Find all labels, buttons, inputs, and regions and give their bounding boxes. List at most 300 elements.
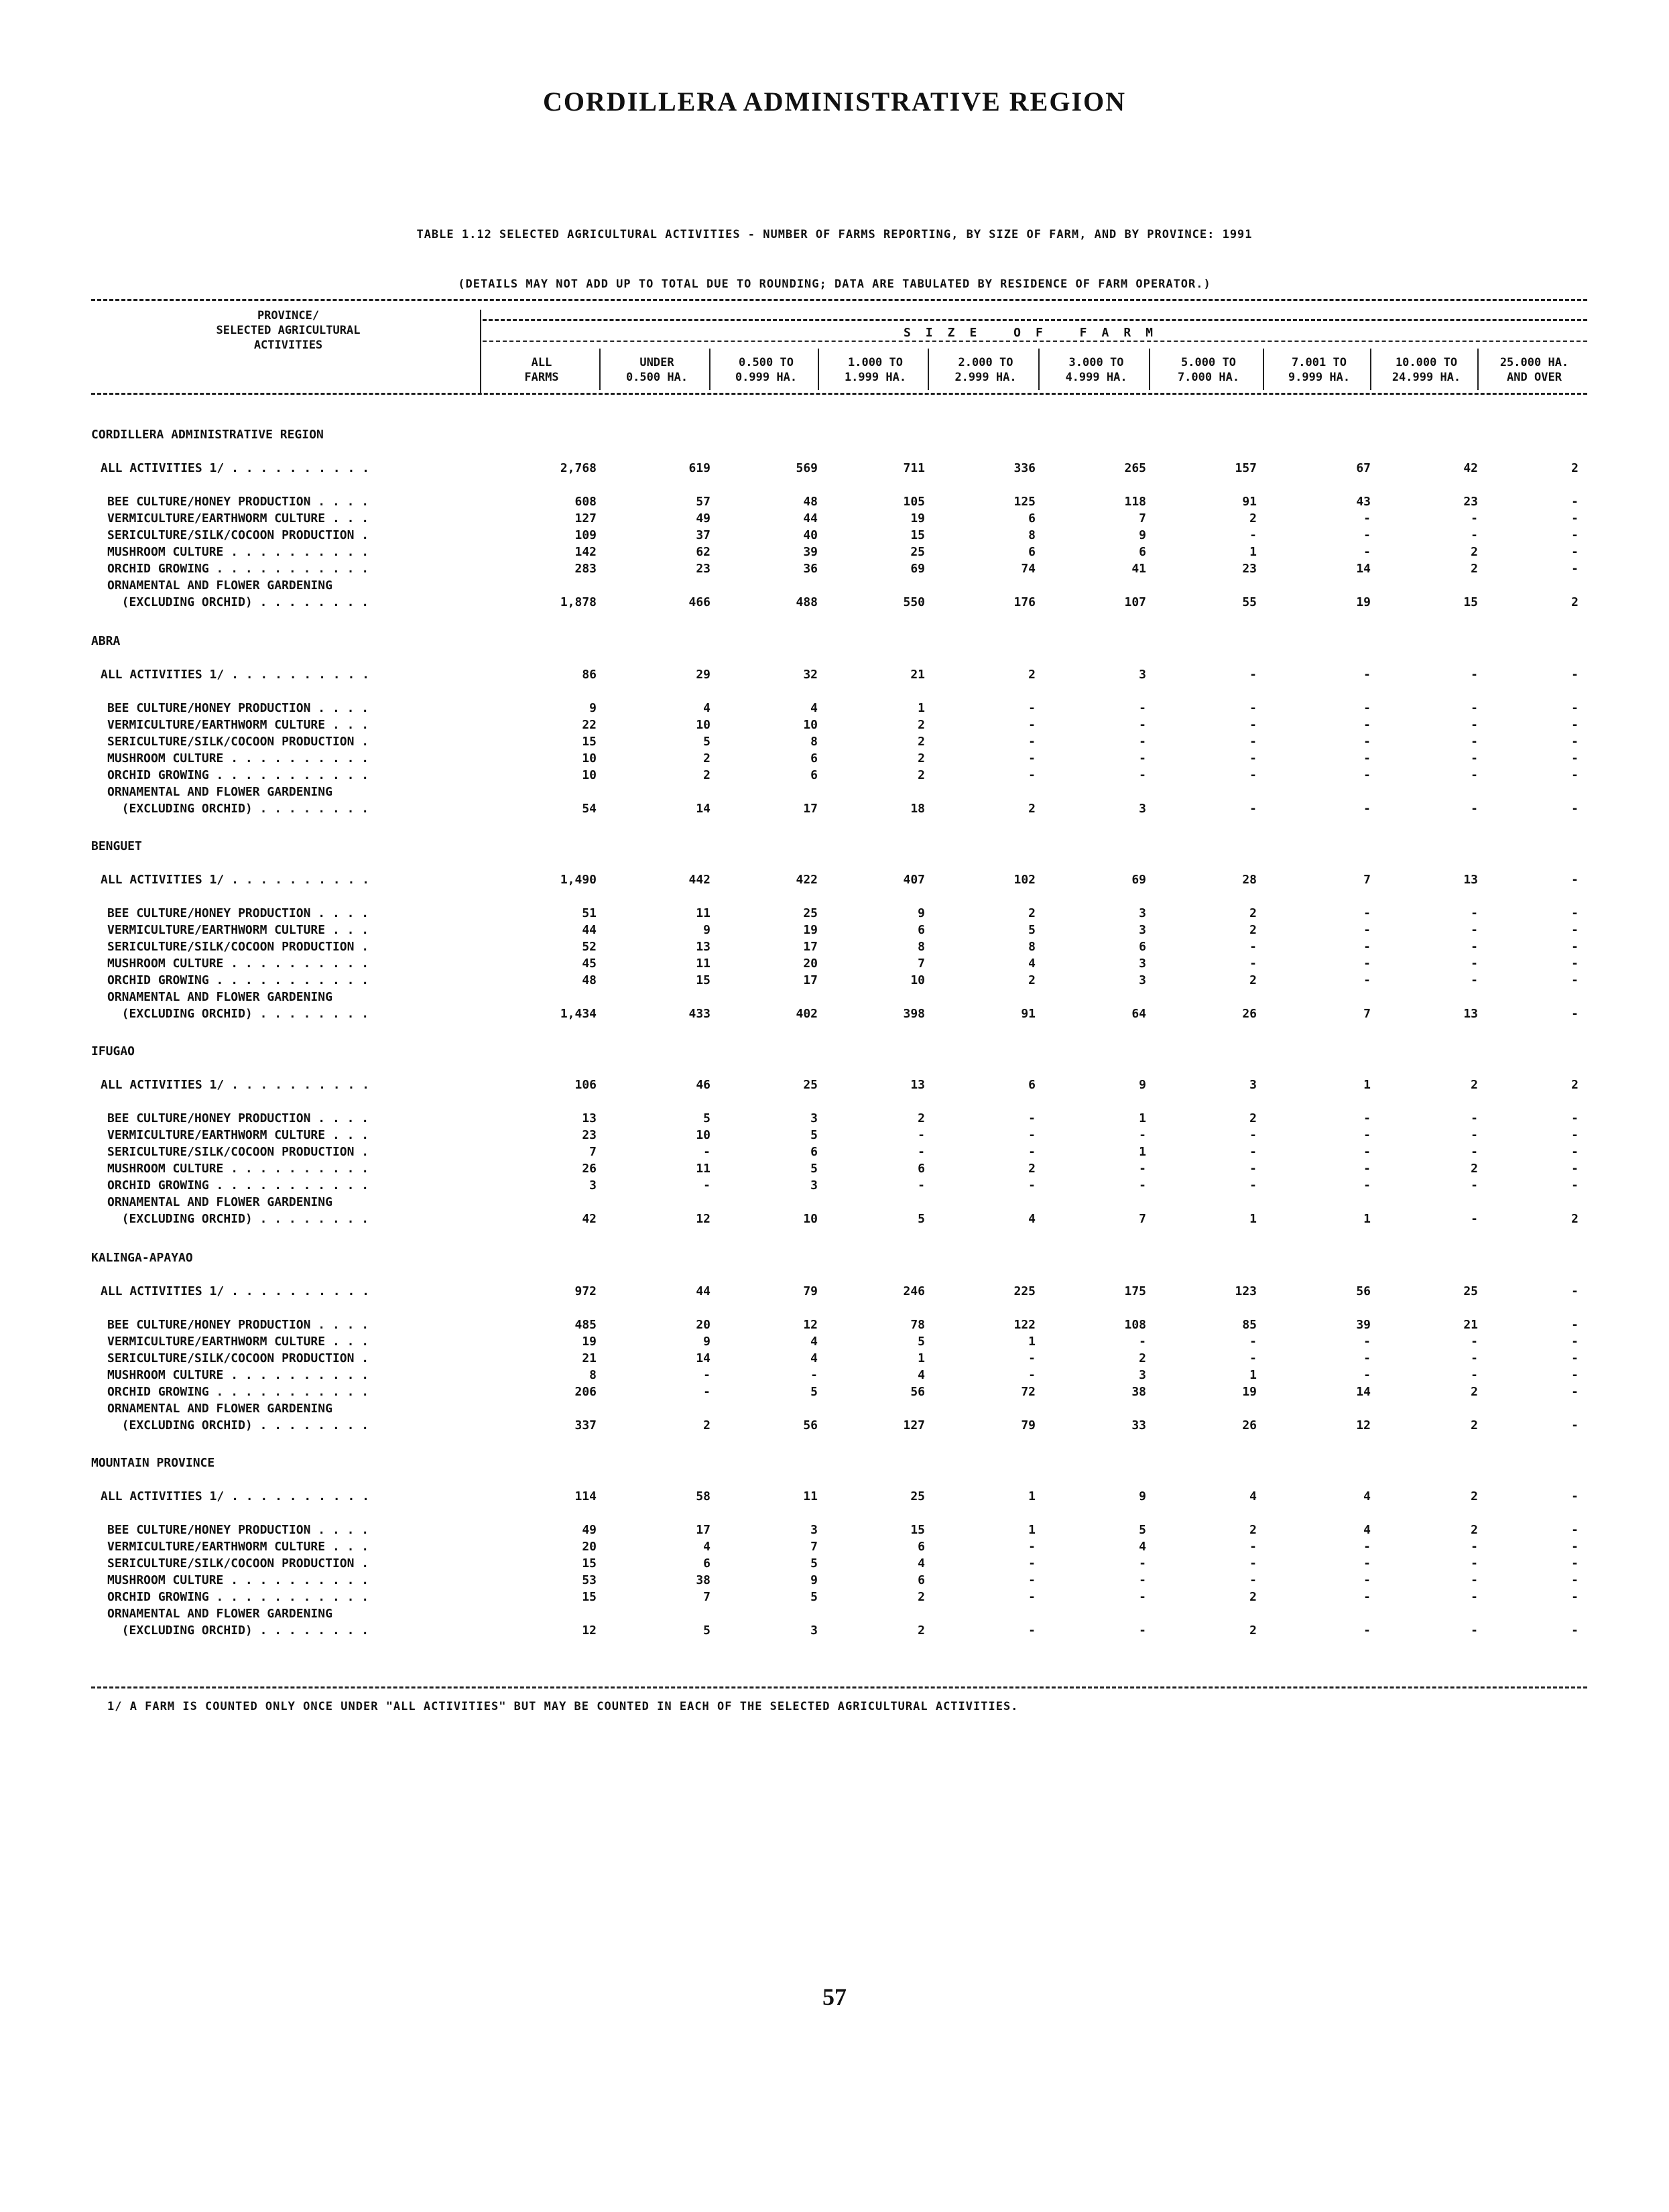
- table-row: [0, 1128, 1669, 1144]
- table-cell: 2: [1471, 1418, 1478, 1432]
- table-cell: 246: [903, 1284, 925, 1298]
- row-label: SERICULTURE/SILK/COCOON PRODUCTION .: [107, 528, 369, 542]
- table-cell: 2: [1028, 802, 1036, 816]
- row-label: BEE CULTURE/HONEY PRODUCTION . . . .: [107, 701, 369, 715]
- column-header-line: 3.000 TO: [1068, 356, 1124, 369]
- row-label: MUSHROOM CULTURE . . . . . . . . . .: [107, 1573, 369, 1587]
- table-cell: -: [1139, 718, 1146, 732]
- table-cell: -: [1471, 973, 1478, 987]
- table-cell: 57: [696, 495, 710, 509]
- table-cell: 2: [1571, 1078, 1579, 1092]
- table-cell: 2: [1571, 1212, 1579, 1226]
- table-cell: 2: [1028, 973, 1036, 987]
- table-cell: 54: [582, 802, 597, 816]
- table-cell: -: [1571, 802, 1579, 816]
- table-cell: 3: [1139, 973, 1146, 987]
- table-cell: 12: [582, 1623, 597, 1638]
- table-row: [0, 785, 1669, 801]
- table-cell: -: [1139, 1162, 1146, 1176]
- table-cell: 422: [796, 873, 818, 887]
- page-number: 57: [822, 1983, 847, 2010]
- table-cell: -: [1471, 701, 1478, 715]
- table-cell: -: [1139, 735, 1146, 749]
- table-row: [0, 1178, 1669, 1194]
- table-cell: -: [1571, 940, 1579, 954]
- row-label: SERICULTURE/SILK/COCOON PRODUCTION .: [107, 735, 369, 749]
- table-cell: -: [1571, 1162, 1579, 1176]
- table-row: [0, 751, 1669, 767]
- table-cell: -: [1571, 545, 1579, 559]
- row-label: MUSHROOM CULTURE . . . . . . . . . .: [107, 1368, 369, 1382]
- table-cell: 1: [1028, 1489, 1036, 1503]
- row-label: MUSHROOM CULTURE . . . . . . . . . .: [107, 751, 369, 765]
- table-cell: 7: [703, 1590, 710, 1604]
- table-cell: -: [1363, 957, 1371, 971]
- table-cell: 11: [803, 1489, 818, 1503]
- table-cell: -: [1363, 940, 1371, 954]
- table-cell: 78: [910, 1318, 925, 1332]
- table-row: [0, 545, 1669, 561]
- table-cell: 265: [1124, 461, 1146, 475]
- table-cell: -: [1363, 511, 1371, 526]
- section-heading: [0, 634, 1669, 650]
- table-cell: 86: [582, 668, 597, 682]
- table-row: [0, 1418, 1669, 1434]
- table-cell: -: [810, 1368, 818, 1382]
- table-cell: -: [1571, 1523, 1579, 1537]
- table-cell: 2,768: [560, 461, 597, 475]
- table-cell: 11: [696, 906, 710, 920]
- table-cell: -: [1363, 906, 1371, 920]
- table-cell: 3: [810, 1523, 818, 1537]
- table-cell: -: [1249, 802, 1257, 816]
- table-cell: -: [1571, 923, 1579, 937]
- table-note: (DETAILS MAY NOT ADD UP TO TOTAL DUE TO ROUNDING; DATA ARE TABULATED BY RESIDENCE OF FARM OPERATOR.): [458, 278, 1211, 291]
- table-cell: 225: [1013, 1284, 1036, 1298]
- row-label: VERMICULTURE/EARTHWORM CULTURE . . .: [107, 1540, 369, 1554]
- stub-header-line: PROVINCE/: [257, 309, 320, 322]
- table-cell: -: [1363, 1540, 1371, 1554]
- table-cell: -: [1363, 1128, 1371, 1142]
- table-cell: -: [1471, 1111, 1478, 1125]
- table-row: [0, 1007, 1669, 1023]
- stub-header-line: SELECTED AGRICULTURAL: [216, 324, 361, 337]
- column-header-line: ALL: [531, 356, 552, 369]
- table-cell: 8: [589, 1368, 597, 1382]
- row-label: ORCHID GROWING . . . . . . . . . . .: [107, 768, 369, 782]
- table-cell: 5: [810, 1385, 818, 1399]
- table-cell: -: [1363, 1556, 1371, 1571]
- table-cell: -: [1571, 1573, 1579, 1587]
- table-cell: -: [1571, 751, 1579, 765]
- table-cell: -: [1571, 873, 1579, 887]
- table-cell: 55: [1242, 595, 1257, 609]
- table-row: [0, 1402, 1669, 1418]
- table-cell: 4: [810, 1335, 818, 1349]
- row-label: ORNAMENTAL AND FLOWER GARDENING: [107, 1402, 332, 1416]
- table-cell: 10: [696, 1128, 710, 1142]
- table-cell: 14: [696, 802, 710, 816]
- table-row: [0, 1368, 1669, 1384]
- table-cell: -: [1571, 1284, 1579, 1298]
- table-cell: -: [1471, 511, 1478, 526]
- table-cell: 6: [703, 1556, 710, 1571]
- table-cell: 433: [688, 1007, 710, 1021]
- table-cell: 9: [1139, 528, 1146, 542]
- table-cell: 48: [582, 973, 597, 987]
- column-header-line: 0.999 HA.: [735, 371, 798, 384]
- table-cell: 49: [696, 511, 710, 526]
- table-cell: -: [1028, 768, 1036, 782]
- table-cell: 337: [574, 1418, 597, 1432]
- table-cell: 2: [1249, 1111, 1257, 1125]
- table-row: [0, 562, 1669, 578]
- table-row: [0, 802, 1669, 818]
- table-cell: 67: [1356, 461, 1371, 475]
- table-cell: 7: [810, 1540, 818, 1554]
- table-cell: -: [1249, 1128, 1257, 1142]
- table-cell: 5: [810, 1590, 818, 1604]
- table-cell: 20: [696, 1318, 710, 1332]
- section-heading: [0, 839, 1669, 855]
- table-cell: -: [1028, 1351, 1036, 1365]
- table-cell: -: [1363, 973, 1371, 987]
- table-cell: 42: [1463, 461, 1478, 475]
- table-cell: 157: [1235, 461, 1257, 475]
- table-cell: 15: [582, 735, 597, 749]
- table-cell: -: [1571, 562, 1579, 576]
- table-cell: -: [1363, 1573, 1371, 1587]
- row-label: ORCHID GROWING . . . . . . . . . . .: [107, 1590, 369, 1604]
- column-header-line: 9.999 HA.: [1288, 371, 1351, 384]
- table-row: [0, 1318, 1669, 1334]
- row-label: ORNAMENTAL AND FLOWER GARDENING: [107, 990, 332, 1004]
- table-cell: -: [1249, 701, 1257, 715]
- table-cell: 17: [803, 802, 818, 816]
- table-cell: 6: [1028, 511, 1036, 526]
- table-cell: 4: [1028, 957, 1036, 971]
- table-cell: -: [1028, 751, 1036, 765]
- table-cell: 2: [1471, 562, 1478, 576]
- table-cell: 466: [688, 595, 710, 609]
- table-cell: 8: [810, 735, 818, 749]
- table-cell: 488: [796, 595, 818, 609]
- row-label: (EXCLUDING ORCHID) . . . . . . . .: [107, 1418, 369, 1432]
- table-cell: 114: [574, 1489, 597, 1503]
- table-cell: -: [1139, 1178, 1146, 1192]
- row-label: BEE CULTURE/HONEY PRODUCTION . . . .: [107, 1523, 369, 1537]
- table-cell: 3: [810, 1178, 818, 1192]
- table-cell: -: [1471, 1590, 1478, 1604]
- table-row: [0, 1523, 1669, 1539]
- table-cell: 125: [1013, 495, 1036, 509]
- column-header-line: FARMS: [524, 371, 559, 384]
- table-cell: 15: [1463, 595, 1478, 609]
- table-cell: 127: [574, 511, 597, 526]
- table-cell: -: [1571, 668, 1579, 682]
- table-cell: 2: [1571, 461, 1579, 475]
- table-cell: -: [1471, 1623, 1478, 1638]
- table-cell: 28: [1242, 873, 1257, 887]
- column-header-line: 1.000 TO: [848, 356, 903, 369]
- table-cell: -: [1471, 1540, 1478, 1554]
- table-cell: -: [1471, 528, 1478, 542]
- table-row: [0, 1335, 1669, 1351]
- table-cell: 48: [803, 495, 818, 509]
- table-cell: 13: [696, 940, 710, 954]
- table-cell: 105: [903, 495, 925, 509]
- column-header-line: 7.001 TO: [1292, 356, 1347, 369]
- row-label: ORCHID GROWING . . . . . . . . . . .: [107, 1178, 369, 1192]
- table-row: [0, 1162, 1669, 1178]
- table-cell: -: [703, 1178, 710, 1192]
- table-cell: 7: [918, 957, 925, 971]
- table-cell: 107: [1124, 595, 1146, 609]
- table-cell: -: [1249, 1145, 1257, 1159]
- table-cell: -: [1571, 1418, 1579, 1432]
- table-cell: -: [1571, 1318, 1579, 1332]
- table-cell: 2: [1139, 1351, 1146, 1365]
- table-cell: 5: [703, 735, 710, 749]
- table-cell: -: [1249, 1540, 1257, 1554]
- table-cell: -: [1571, 528, 1579, 542]
- table-cell: -: [1363, 1351, 1371, 1365]
- table-title: TABLE 1.12 SELECTED AGRICULTURAL ACTIVITIES - NUMBER OF FARMS REPORTING, BY SIZE OF FARM, AND BY PROVINCE: 1991: [416, 228, 1253, 241]
- footnote: 1/ A FARM IS COUNTED ONLY ONCE UNDER "ALL ACTIVITIES" BUT MAY BE COUNTED IN EACH OF THE SELECTED AGRICULTURAL ACTIVITIES.: [107, 1700, 1019, 1713]
- table-cell: 36: [803, 562, 818, 576]
- table-cell: 2: [1471, 1078, 1478, 1092]
- table-cell: -: [1249, 957, 1257, 971]
- table-cell: 123: [1235, 1284, 1257, 1298]
- table-cell: 2: [918, 735, 925, 749]
- table-row: [0, 528, 1669, 544]
- table-cell: 39: [803, 545, 818, 559]
- table-cell: -: [1571, 1145, 1579, 1159]
- table-cell: -: [1571, 957, 1579, 971]
- table-row: [0, 735, 1669, 751]
- table-cell: 398: [903, 1007, 925, 1021]
- table-cell: -: [1249, 1351, 1257, 1365]
- table-cell: 9: [1139, 1078, 1146, 1092]
- table-cell: 8: [1028, 940, 1036, 954]
- table-cell: 19: [1356, 595, 1371, 609]
- table-cell: 26: [1242, 1007, 1257, 1021]
- table-cell: 20: [803, 957, 818, 971]
- table-cell: -: [1471, 1351, 1478, 1365]
- table-cell: 336: [1013, 461, 1036, 475]
- table-cell: 11: [696, 1162, 710, 1176]
- table-cell: 13: [582, 1111, 597, 1125]
- table-cell: -: [1363, 923, 1371, 937]
- table-cell: -: [1571, 735, 1579, 749]
- table-cell: -: [1571, 495, 1579, 509]
- table-row: [0, 1623, 1669, 1640]
- table-cell: -: [1571, 1385, 1579, 1399]
- table-row: [0, 595, 1669, 611]
- table-cell: 1: [918, 1351, 925, 1365]
- table-cell: -: [1363, 545, 1371, 559]
- table-cell: 26: [582, 1162, 597, 1176]
- table-cell: -: [1571, 1007, 1579, 1021]
- section-heading: [0, 1456, 1669, 1472]
- table-cell: -: [1363, 751, 1371, 765]
- table-cell: 42: [582, 1212, 597, 1226]
- table-cell: -: [1471, 1573, 1478, 1587]
- row-label: MUSHROOM CULTURE . . . . . . . . . .: [107, 957, 369, 971]
- table-cell: 1,490: [560, 873, 597, 887]
- row-label: (EXCLUDING ORCHID) . . . . . . . .: [107, 1007, 369, 1021]
- table-row: [0, 990, 1669, 1006]
- table-cell: 69: [910, 562, 925, 576]
- row-label: ORCHID GROWING . . . . . . . . . . .: [107, 562, 369, 576]
- table-cell: 6: [918, 1162, 925, 1176]
- table-cell: 2: [703, 768, 710, 782]
- table-cell: 62: [696, 545, 710, 559]
- table-cell: 407: [903, 873, 925, 887]
- section-heading: [0, 428, 1669, 444]
- column-header-line: 10.000 TO: [1395, 356, 1458, 369]
- table-cell: 4: [1249, 1489, 1257, 1503]
- table-cell: 5: [918, 1335, 925, 1349]
- table-cell: 79: [1021, 1418, 1036, 1432]
- table-cell: 10: [910, 973, 925, 987]
- table-cell: 17: [803, 940, 818, 954]
- table-row: [0, 923, 1669, 939]
- table-cell: 12: [803, 1318, 818, 1332]
- table-cell: 2: [918, 718, 925, 732]
- table-cell: 74: [1021, 562, 1036, 576]
- table-cell: -: [1249, 1573, 1257, 1587]
- table-cell: 2: [1249, 1523, 1257, 1537]
- table-cell: 442: [688, 873, 710, 887]
- table-cell: -: [1471, 1145, 1478, 1159]
- table-cell: 2: [1028, 1162, 1036, 1176]
- table-cell: 12: [696, 1212, 710, 1226]
- table-cell: 4: [810, 1351, 818, 1365]
- table-cell: 3: [1139, 957, 1146, 971]
- table-cell: -: [1028, 1111, 1036, 1125]
- total-row: [0, 1078, 1669, 1094]
- table-cell: 14: [1356, 1385, 1371, 1399]
- table-cell: -: [1249, 940, 1257, 954]
- table-cell: 1: [1139, 1145, 1146, 1159]
- table-cell: 4: [918, 1368, 925, 1382]
- total-row: [0, 668, 1669, 684]
- table-row: [0, 1145, 1669, 1161]
- table-row: [0, 1385, 1669, 1401]
- table-cell: 8: [1028, 528, 1036, 542]
- table-cell: 6: [1028, 1078, 1036, 1092]
- table-cell: 14: [1356, 562, 1371, 576]
- table-cell: -: [1139, 1623, 1146, 1638]
- table-cell: -: [1028, 1178, 1036, 1192]
- table-cell: 44: [803, 511, 818, 526]
- table-cell: 6: [1139, 545, 1146, 559]
- table-cell: 608: [574, 495, 597, 509]
- table-cell: 58: [696, 1489, 710, 1503]
- table-cell: -: [1471, 768, 1478, 782]
- section-heading: [0, 1044, 1669, 1060]
- table-cell: -: [1571, 1335, 1579, 1349]
- table-cell: -: [1249, 528, 1257, 542]
- table-cell: 106: [574, 1078, 597, 1092]
- table-cell: 3: [1139, 802, 1146, 816]
- row-label: ABRA: [91, 634, 121, 648]
- table-cell: 9: [918, 906, 925, 920]
- row-label: CORDILLERA ADMINISTRATIVE REGION: [91, 428, 324, 442]
- row-label: VERMICULTURE/EARTHWORM CULTURE . . .: [107, 718, 369, 732]
- table-cell: -: [1571, 768, 1579, 782]
- table-cell: 2: [1249, 511, 1257, 526]
- table-cell: 1: [1028, 1523, 1036, 1537]
- table-cell: -: [1028, 1573, 1036, 1587]
- row-label: ALL ACTIVITIES 1/ . . . . . . . . . .: [101, 1489, 369, 1503]
- table-cell: -: [1471, 923, 1478, 937]
- table-cell: 25: [910, 545, 925, 559]
- table-cell: 1: [1249, 1212, 1257, 1226]
- table-cell: -: [918, 1145, 925, 1159]
- row-label: IFUGAO: [91, 1044, 135, 1058]
- page-title: CORDILLERA ADMINISTRATIVE REGION: [542, 86, 1127, 117]
- table-cell: 25: [803, 1078, 818, 1092]
- table-cell: 1: [918, 701, 925, 715]
- table-cell: 6: [1139, 940, 1146, 954]
- table-cell: 18: [910, 802, 925, 816]
- table-cell: -: [1363, 528, 1371, 542]
- table-cell: -: [1249, 751, 1257, 765]
- table-cell: -: [1471, 1212, 1478, 1226]
- row-label: BEE CULTURE/HONEY PRODUCTION . . . .: [107, 495, 369, 509]
- table-cell: 12: [1356, 1418, 1371, 1432]
- table-cell: -: [1571, 1178, 1579, 1192]
- table-cell: -: [1363, 1178, 1371, 1192]
- stub-header-line: ACTIVITIES: [253, 339, 323, 352]
- table-row: [0, 940, 1669, 956]
- table-cell: -: [1571, 1368, 1579, 1382]
- total-row: [0, 873, 1669, 889]
- row-label: SERICULTURE/SILK/COCOON PRODUCTION .: [107, 1556, 369, 1571]
- table-cell: 91: [1021, 1007, 1036, 1021]
- row-label: ALL ACTIVITIES 1/ . . . . . . . . . .: [101, 1078, 369, 1092]
- table-cell: -: [918, 1178, 925, 1192]
- table-cell: 1,434: [560, 1007, 597, 1021]
- row-label: ORCHID GROWING . . . . . . . . . . .: [107, 1385, 369, 1399]
- table-cell: 21: [582, 1351, 597, 1365]
- row-label: (EXCLUDING ORCHID) . . . . . . . .: [107, 1212, 369, 1226]
- table-cell: 15: [582, 1556, 597, 1571]
- table-cell: 5: [1028, 923, 1036, 937]
- table-cell: 1: [1139, 1111, 1146, 1125]
- table-cell: 56: [803, 1418, 818, 1432]
- table-cell: 1: [1249, 1368, 1257, 1382]
- table-cell: 402: [796, 1007, 818, 1021]
- table-cell: 25: [803, 906, 818, 920]
- table-cell: 6: [918, 923, 925, 937]
- row-label: ALL ACTIVITIES 1/ . . . . . . . . . .: [101, 873, 369, 887]
- table-cell: -: [1571, 1540, 1579, 1554]
- table-cell: 49: [582, 1523, 597, 1537]
- table-cell: 10: [803, 718, 818, 732]
- row-label: BEE CULTURE/HONEY PRODUCTION . . . .: [107, 1318, 369, 1332]
- table-cell: 2: [1471, 1489, 1478, 1503]
- table-row: [0, 1540, 1669, 1556]
- table-row: [0, 1351, 1669, 1367]
- table-cell: -: [1028, 1128, 1036, 1142]
- table-cell: 23: [1463, 495, 1478, 509]
- table-cell: 32: [803, 668, 818, 682]
- row-label: ALL ACTIVITIES 1/ . . . . . . . . . .: [101, 1284, 369, 1298]
- table-cell: -: [1139, 751, 1146, 765]
